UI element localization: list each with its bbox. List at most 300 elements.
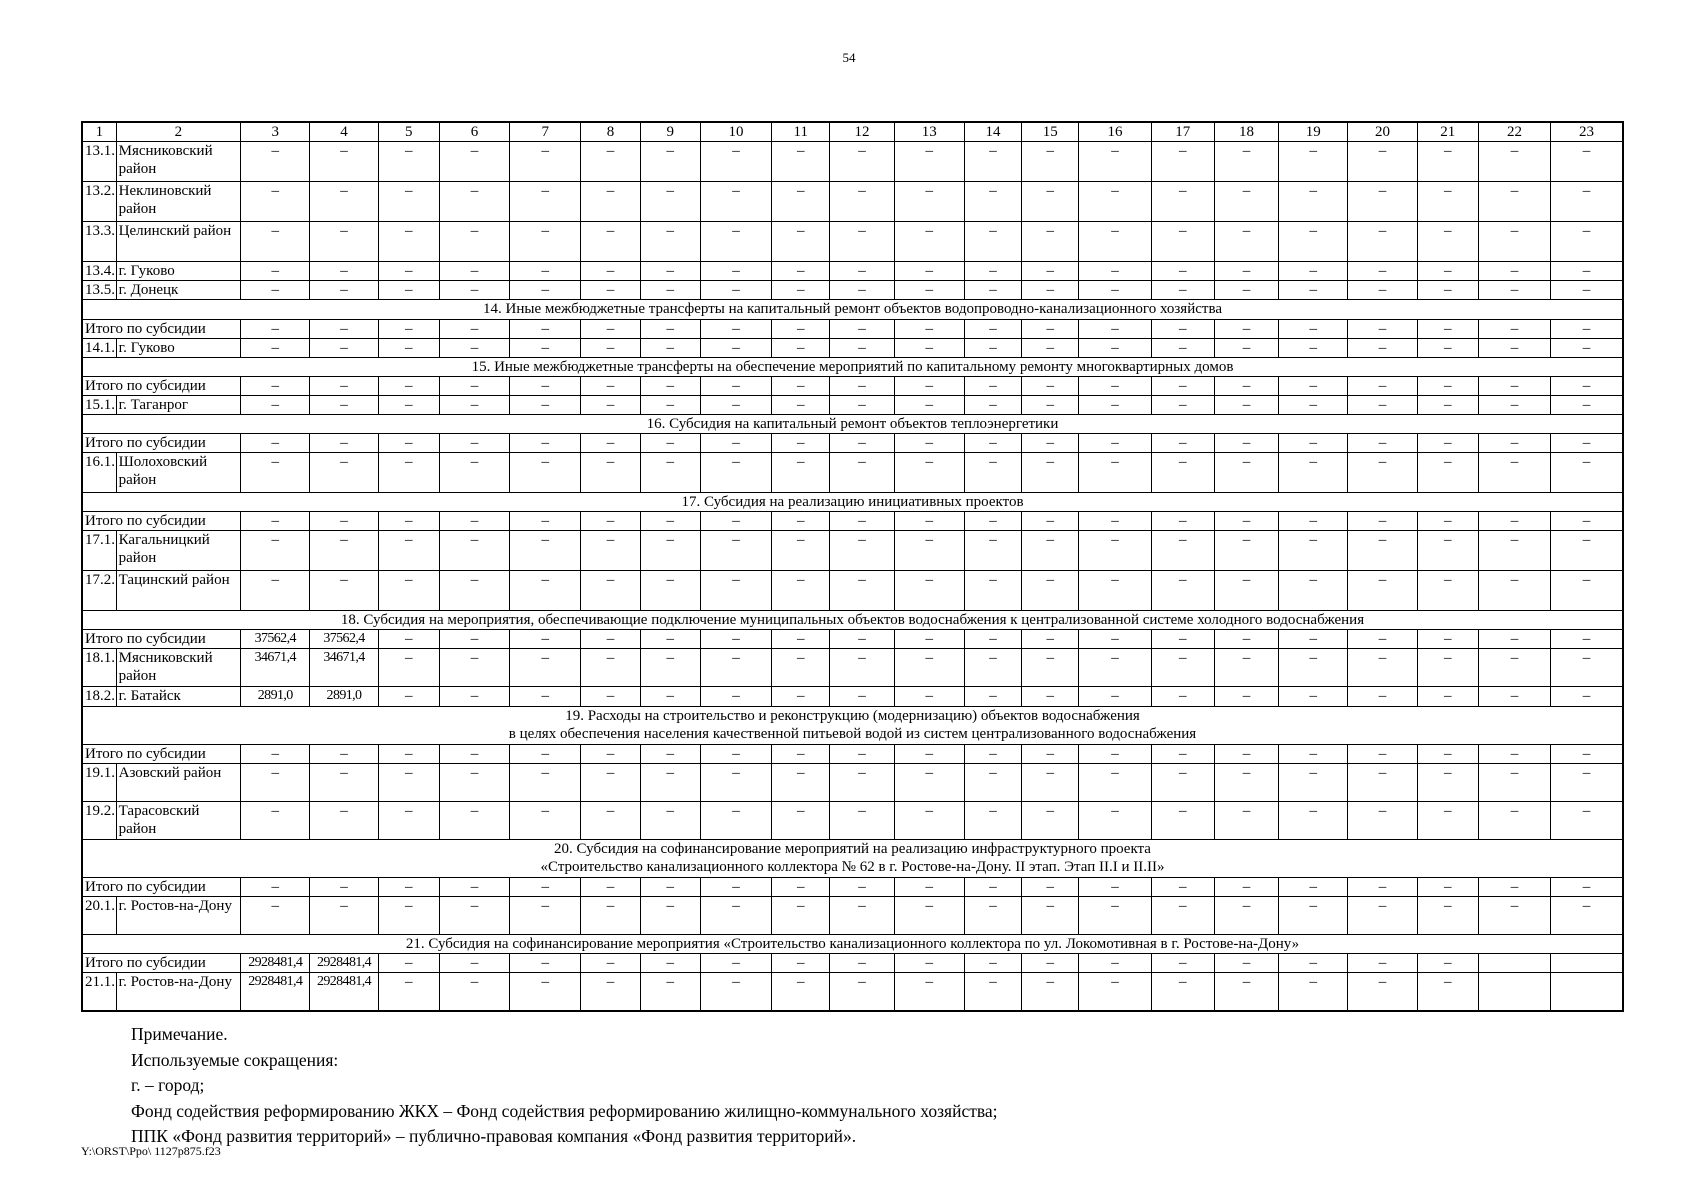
dash-cell: – <box>1079 744 1151 763</box>
dash-cell: – <box>439 649 509 687</box>
dash-cell: – <box>1551 744 1623 763</box>
value-col4: 2928481,4 <box>310 973 378 1011</box>
dash-cell: – <box>581 763 640 801</box>
section-title-line: 19. Расходы на строительство и реконструкцию (модернизацию) объектов водоснабжения <box>565 707 1140 724</box>
dash-cell: – <box>581 954 640 973</box>
dash-cell: – <box>510 338 581 357</box>
dash-cell: – <box>894 319 964 338</box>
section-title <box>82 839 1623 877</box>
section-header-row <box>82 706 1623 744</box>
dash-cell: – <box>640 531 700 571</box>
section-header-row <box>82 611 1623 630</box>
dash-cell: – <box>1214 630 1278 649</box>
dash-cell: – <box>700 222 771 262</box>
dash-cell: – <box>1417 973 1478 1011</box>
total-col4: 37562,4 <box>310 630 378 649</box>
dash-cell: – <box>581 376 640 395</box>
total-label: Итого по субсидии <box>82 630 241 649</box>
dash-cell: – <box>1348 877 1417 896</box>
dash-cell: – <box>241 896 310 934</box>
total-row <box>82 319 1623 338</box>
dash-cell: – <box>378 954 439 973</box>
dash-cell: – <box>1022 395 1079 414</box>
dash-cell: – <box>700 571 771 611</box>
dash-cell: – <box>964 222 1021 262</box>
table-row <box>82 182 1623 222</box>
column-number: 13 <box>894 122 964 142</box>
dash-cell: – <box>1151 877 1214 896</box>
dash-cell: – <box>964 801 1021 839</box>
table-row <box>82 801 1623 839</box>
column-number: 12 <box>830 122 894 142</box>
dash-cell: – <box>1079 877 1151 896</box>
dash-cell: – <box>1022 262 1079 281</box>
dash-cell: – <box>241 142 310 182</box>
dash-cell: – <box>1214 142 1278 182</box>
dash-cell: – <box>830 649 894 687</box>
dash-cell: – <box>1417 182 1478 222</box>
dash-cell: – <box>1417 222 1478 262</box>
dash-cell: – <box>640 319 700 338</box>
dash-cell: – <box>772 182 830 222</box>
dash-cell: – <box>894 433 964 452</box>
dash-cell: – <box>1022 630 1079 649</box>
dash-cell: – <box>1478 433 1550 452</box>
dash-cell: – <box>894 281 964 300</box>
dash-cell: – <box>1079 452 1151 492</box>
dash-cell: – <box>1151 571 1214 611</box>
dash-cell: – <box>772 376 830 395</box>
dash-cell: – <box>830 896 894 934</box>
dash-cell: – <box>894 262 964 281</box>
dash-cell: – <box>964 262 1021 281</box>
dash-cell: – <box>1022 687 1079 706</box>
dash-cell: – <box>241 395 310 414</box>
total-label: Итого по субсидии <box>82 877 241 896</box>
dash-cell: – <box>1478 376 1550 395</box>
row-name: Тарасовский район <box>116 801 240 839</box>
dash-cell: – <box>378 281 439 300</box>
dash-cell: – <box>1214 531 1278 571</box>
section-header-row <box>82 839 1623 877</box>
dash-cell: – <box>310 801 378 839</box>
dash-cell: – <box>830 142 894 182</box>
dash-cell: – <box>439 338 509 357</box>
dash-cell: – <box>1022 452 1079 492</box>
dash-cell: – <box>1151 896 1214 934</box>
total-label: Итого по субсидии <box>82 512 241 531</box>
dash-cell: – <box>1151 531 1214 571</box>
dash-cell: – <box>1417 744 1478 763</box>
dash-cell: – <box>378 182 439 222</box>
section-title-line: 16. Субсидия на капитальный ремонт объектов теплоэнергетики <box>646 415 1059 432</box>
row-number: 13.5. <box>82 281 116 300</box>
dash-cell: – <box>310 281 378 300</box>
dash-cell: – <box>1478 142 1550 182</box>
dash-cell: – <box>1478 877 1550 896</box>
dash-cell: – <box>640 571 700 611</box>
dash-cell: – <box>581 142 640 182</box>
dash-cell: – <box>581 319 640 338</box>
table-row <box>82 222 1623 262</box>
row-number: 17.1. <box>82 531 116 571</box>
column-number: 11 <box>772 122 830 142</box>
dash-cell: – <box>1151 222 1214 262</box>
dash-cell: – <box>1151 338 1214 357</box>
dash-cell: – <box>439 281 509 300</box>
section-header-row <box>82 414 1623 433</box>
dash-cell: – <box>581 744 640 763</box>
dash-cell: – <box>700 763 771 801</box>
dash-cell: – <box>640 262 700 281</box>
dash-cell: – <box>310 512 378 531</box>
dash-cell: – <box>772 319 830 338</box>
dash-cell: – <box>1279 630 1348 649</box>
dash-cell: – <box>700 262 771 281</box>
dash-cell: – <box>640 142 700 182</box>
dash-cell: – <box>700 338 771 357</box>
dash-cell: – <box>581 182 640 222</box>
dash-cell: – <box>1279 376 1348 395</box>
page-number: 54 <box>842 50 856 65</box>
column-number: 15 <box>1022 122 1079 142</box>
dash-cell: – <box>1279 763 1348 801</box>
dash-cell: – <box>830 571 894 611</box>
row-name: Тацинский район <box>116 571 240 611</box>
dash-cell: – <box>700 801 771 839</box>
dash-cell: – <box>378 896 439 934</box>
dash-cell: – <box>1079 338 1151 357</box>
dash-cell: – <box>830 222 894 262</box>
dash-cell: – <box>1022 973 1079 1011</box>
dash-cell: – <box>1214 877 1278 896</box>
dash-cell: – <box>830 954 894 973</box>
dash-cell: – <box>700 281 771 300</box>
dash-cell: – <box>1478 452 1550 492</box>
dash-cell: – <box>1478 338 1550 357</box>
dash-cell: – <box>1022 142 1079 182</box>
dash-cell: – <box>964 687 1021 706</box>
dash-cell: – <box>510 281 581 300</box>
dash-cell: – <box>894 338 964 357</box>
dash-cell: – <box>581 630 640 649</box>
dash-cell: – <box>772 338 830 357</box>
column-number: 16 <box>1079 122 1151 142</box>
dash-cell: – <box>640 763 700 801</box>
dash-cell: – <box>964 744 1021 763</box>
dash-cell: – <box>1348 338 1417 357</box>
dash-cell: – <box>964 142 1021 182</box>
dash-cell: – <box>439 319 509 338</box>
value-col3: 34671,4 <box>241 649 310 687</box>
dash-cell: – <box>1551 281 1623 300</box>
dash-cell: – <box>510 512 581 531</box>
dash-cell: – <box>830 182 894 222</box>
dash-cell: – <box>1478 262 1550 281</box>
dash-cell: – <box>1214 687 1278 706</box>
column-number: 5 <box>378 122 439 142</box>
dash-cell: – <box>1551 182 1623 222</box>
dash-cell: – <box>1478 649 1550 687</box>
dash-cell: – <box>1214 896 1278 934</box>
dash-cell: – <box>241 376 310 395</box>
section-title <box>82 300 1623 319</box>
dash-cell: – <box>1151 649 1214 687</box>
dash-cell: – <box>830 281 894 300</box>
dash-cell: – <box>310 338 378 357</box>
dash-cell: – <box>1151 182 1214 222</box>
dash-cell: – <box>964 433 1021 452</box>
dash-cell: – <box>1279 896 1348 934</box>
dash-cell: – <box>439 142 509 182</box>
dash-cell: – <box>1214 452 1278 492</box>
dash-cell: – <box>1079 433 1151 452</box>
dash-cell: – <box>830 801 894 839</box>
dash-cell: – <box>378 763 439 801</box>
dash-cell: – <box>772 896 830 934</box>
row-name: Шолоховский район <box>116 452 240 492</box>
dash-cell: – <box>1079 319 1151 338</box>
dash-cell: – <box>830 433 894 452</box>
empty-cell <box>1551 973 1623 1011</box>
dash-cell: – <box>1348 281 1417 300</box>
total-row <box>82 877 1623 896</box>
section-title-line: 20. Субсидия на софинансирование мероприятий на реализацию инфраструктурного проекта <box>554 840 1151 857</box>
dash-cell: – <box>640 687 700 706</box>
row-name: г. Гуково <box>116 262 240 281</box>
dash-cell: – <box>378 452 439 492</box>
dash-cell: – <box>830 452 894 492</box>
dash-cell: – <box>964 531 1021 571</box>
total-label: Итого по субсидии <box>82 319 241 338</box>
dash-cell: – <box>241 801 310 839</box>
dash-cell: – <box>581 973 640 1011</box>
dash-cell: – <box>310 744 378 763</box>
dash-cell: – <box>1348 763 1417 801</box>
dash-cell: – <box>1214 182 1278 222</box>
dash-cell: – <box>1279 281 1348 300</box>
dash-cell: – <box>1151 142 1214 182</box>
dash-cell: – <box>1022 433 1079 452</box>
dash-cell: – <box>964 973 1021 1011</box>
dash-cell: – <box>894 896 964 934</box>
dash-cell: – <box>1417 376 1478 395</box>
dash-cell: – <box>1417 630 1478 649</box>
dash-cell: – <box>510 262 581 281</box>
dash-cell: – <box>830 630 894 649</box>
row-name: Кагальницкий район <box>116 531 240 571</box>
dash-cell: – <box>1151 281 1214 300</box>
dash-cell: – <box>310 571 378 611</box>
dash-cell: – <box>439 973 509 1011</box>
dash-cell: – <box>1551 531 1623 571</box>
dash-cell: – <box>378 531 439 571</box>
dash-cell: – <box>310 531 378 571</box>
value-col4: 34671,4 <box>310 649 378 687</box>
table-row <box>82 973 1623 1011</box>
dash-cell: – <box>1022 571 1079 611</box>
dash-cell: – <box>1551 222 1623 262</box>
dash-cell: – <box>1279 452 1348 492</box>
dash-cell: – <box>772 452 830 492</box>
column-number: 2 <box>116 122 240 142</box>
section-title-line: в целях обеспечения населения качественной питьевой водой из систем централизованного водоснабжения <box>508 725 1197 742</box>
dash-cell: – <box>1214 262 1278 281</box>
dash-cell: – <box>1478 571 1550 611</box>
dash-cell: – <box>439 571 509 611</box>
dash-cell: – <box>581 262 640 281</box>
value-col3: 2891,0 <box>241 687 310 706</box>
dash-cell: – <box>1417 649 1478 687</box>
dash-cell: – <box>1348 319 1417 338</box>
section-title-line: 15. Иные межбюджетные трансферты на обеспечение мероприятий по капитальному ремонту многоквартирных домов <box>471 358 1234 375</box>
total-label: Итого по субсидии <box>82 433 241 452</box>
dash-cell: – <box>894 531 964 571</box>
dash-cell: – <box>1151 954 1214 973</box>
column-number: 14 <box>964 122 1021 142</box>
dash-cell: – <box>1551 687 1623 706</box>
dash-cell: – <box>964 512 1021 531</box>
dash-cell: – <box>1151 973 1214 1011</box>
row-number: 20.1. <box>82 896 116 934</box>
dash-cell: – <box>439 182 509 222</box>
dash-cell: – <box>1551 452 1623 492</box>
dash-cell: – <box>1417 877 1478 896</box>
dash-cell: – <box>640 452 700 492</box>
dash-cell: – <box>581 687 640 706</box>
dash-cell: – <box>1079 954 1151 973</box>
dash-cell: – <box>439 262 509 281</box>
dash-cell: – <box>1079 395 1151 414</box>
dash-cell: – <box>1279 531 1348 571</box>
dash-cell: – <box>964 649 1021 687</box>
dash-cell: – <box>1079 376 1151 395</box>
dash-cell: – <box>1551 338 1623 357</box>
total-col3: 37562,4 <box>241 630 310 649</box>
dash-cell: – <box>1279 142 1348 182</box>
dash-cell: – <box>640 182 700 222</box>
dash-cell: – <box>700 142 771 182</box>
dash-cell: – <box>439 433 509 452</box>
dash-cell: – <box>1214 954 1278 973</box>
dash-cell: – <box>700 630 771 649</box>
dash-cell: – <box>581 896 640 934</box>
dash-cell: – <box>241 433 310 452</box>
dash-cell: – <box>1151 512 1214 531</box>
dash-cell: – <box>1551 433 1623 452</box>
dash-cell: – <box>581 395 640 414</box>
notes-item: ППК «Фонд развития территорий» – публично-правовая компания «Фонд развития территорий». <box>131 1126 857 1147</box>
dash-cell: – <box>1079 281 1151 300</box>
dash-cell: – <box>700 954 771 973</box>
dash-cell: – <box>1022 319 1079 338</box>
dash-cell: – <box>378 142 439 182</box>
dash-cell: – <box>1417 571 1478 611</box>
dash-cell: – <box>894 744 964 763</box>
dash-cell: – <box>1279 512 1348 531</box>
dash-cell: – <box>894 512 964 531</box>
dash-cell: – <box>1348 262 1417 281</box>
dash-cell: – <box>1478 763 1550 801</box>
dash-cell: – <box>581 649 640 687</box>
dash-cell: – <box>378 319 439 338</box>
dash-cell: – <box>1079 630 1151 649</box>
dash-cell: – <box>772 531 830 571</box>
dash-cell: – <box>581 281 640 300</box>
row-name: г. Батайск <box>116 687 240 706</box>
dash-cell: – <box>1151 262 1214 281</box>
dash-cell: – <box>640 376 700 395</box>
table-row <box>82 452 1623 492</box>
dash-cell: – <box>772 571 830 611</box>
dash-cell: – <box>1348 222 1417 262</box>
table-row <box>82 687 1623 706</box>
dash-cell: – <box>1279 222 1348 262</box>
dash-cell: – <box>439 395 509 414</box>
dash-cell: – <box>1214 973 1278 1011</box>
empty-cell <box>1478 973 1550 1011</box>
dash-cell: – <box>1022 744 1079 763</box>
dash-cell: – <box>1417 452 1478 492</box>
section-header-row <box>82 300 1623 319</box>
section-title-line: 14. Иные межбюджетные трансферты на капитальный ремонт объектов водопроводно-канализационного хозяйства <box>483 301 1222 318</box>
dash-cell: – <box>964 376 1021 395</box>
dash-cell: – <box>1551 801 1623 839</box>
dash-cell: – <box>1348 376 1417 395</box>
column-number: 6 <box>439 122 509 142</box>
dash-cell: – <box>1214 395 1278 414</box>
dash-cell: – <box>772 877 830 896</box>
dash-cell: – <box>1279 954 1348 973</box>
dash-cell: – <box>378 687 439 706</box>
dash-cell: – <box>1279 395 1348 414</box>
dash-cell: – <box>510 744 581 763</box>
dash-cell: – <box>640 630 700 649</box>
dash-cell: – <box>241 531 310 571</box>
row-number: 18.1. <box>82 649 116 687</box>
dash-cell: – <box>241 182 310 222</box>
total-label: Итого по субсидии <box>82 744 241 763</box>
row-name: г. Гуково <box>116 338 240 357</box>
dash-cell: – <box>310 319 378 338</box>
dash-cell: – <box>1022 281 1079 300</box>
dash-cell: – <box>894 142 964 182</box>
dash-cell: – <box>1279 744 1348 763</box>
row-number: 19.2. <box>82 801 116 839</box>
dash-cell: – <box>830 319 894 338</box>
dash-cell: – <box>1551 571 1623 611</box>
column-number: 17 <box>1151 122 1214 142</box>
dash-cell: – <box>964 571 1021 611</box>
dash-cell: – <box>1348 649 1417 687</box>
table-row <box>82 395 1623 414</box>
dash-cell: – <box>1279 182 1348 222</box>
table-row <box>82 763 1623 801</box>
row-name: г. Донецк <box>116 281 240 300</box>
dash-cell: – <box>1079 262 1151 281</box>
dash-cell: – <box>310 142 378 182</box>
value-col4: 2891,0 <box>310 687 378 706</box>
dash-cell: – <box>310 896 378 934</box>
dash-cell: – <box>772 262 830 281</box>
dash-cell: – <box>1214 281 1278 300</box>
dash-cell: – <box>378 338 439 357</box>
dash-cell: – <box>510 649 581 687</box>
dash-cell: – <box>1022 649 1079 687</box>
dash-cell: – <box>964 319 1021 338</box>
dash-cell: – <box>1478 531 1550 571</box>
section-title <box>82 935 1623 954</box>
